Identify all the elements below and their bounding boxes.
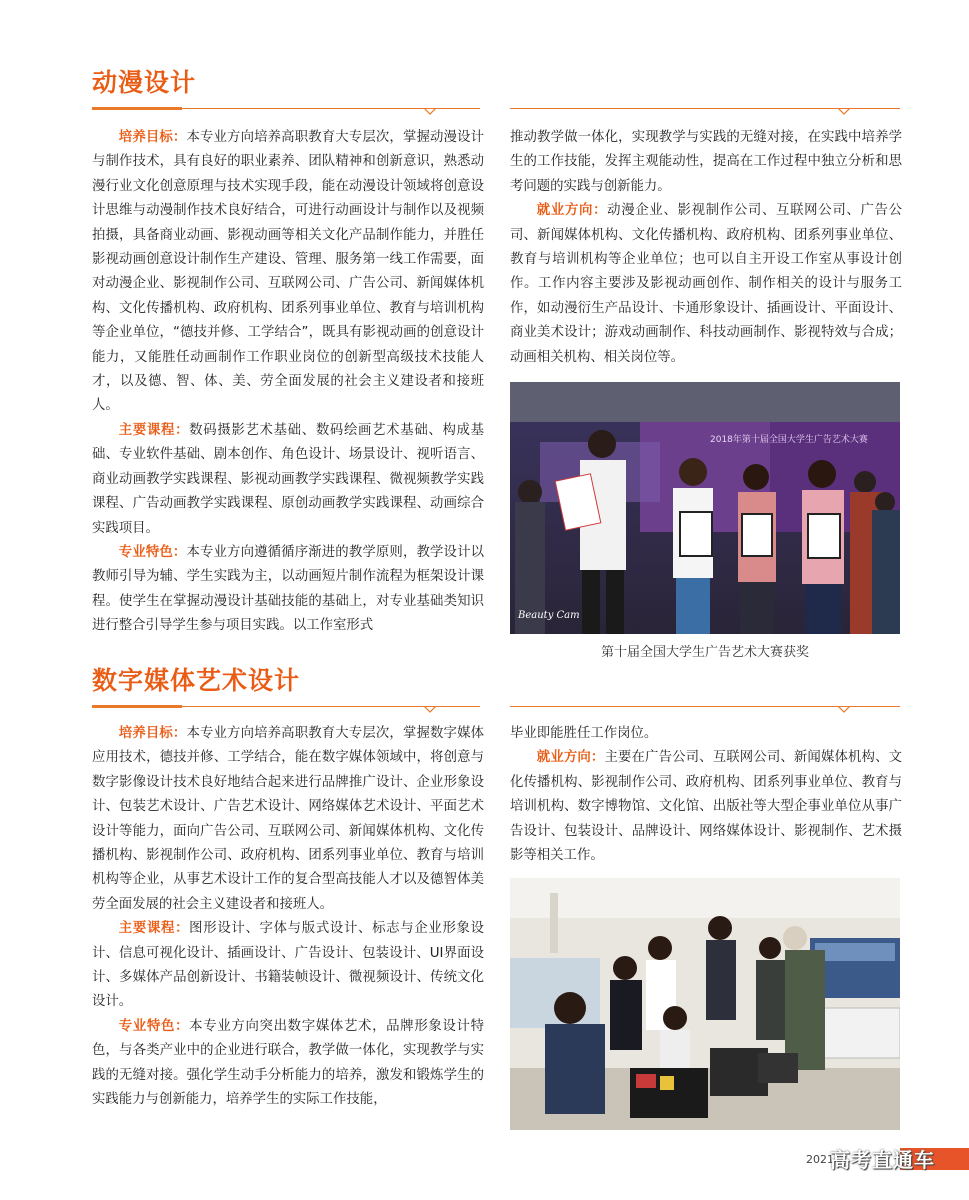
title-underline-accent	[92, 107, 182, 110]
text-main-courses: 图形设计、字体与版式设计、标志与企业形象设计、信息可视化设计、插画设计、广告设计、包装设计、UI界面设计、多媒体产品创新设计、书籍装帧设计、微视频设计、传统文化设计。	[92, 921, 485, 1010]
watermark-text: 高考直通车	[830, 1148, 935, 1172]
label-career: 就业方向：	[536, 203, 608, 219]
section-title-animation: 动漫设计	[92, 68, 197, 97]
award-photo-illustration	[510, 382, 900, 634]
label-features: 专业特色：	[118, 1018, 190, 1034]
classroom-photo-illustration	[510, 878, 900, 1130]
section1-left-column	[92, 126, 484, 639]
text-main-courses: 数码摄影艺术基础、数码绘画艺术基础、构成基础、专业软件基础、剧本创作、角色设计、场景设计、视听语言、商业动画教学实践课程、影视动画教学实践课程、微视频教学实践课程、广告动画教学实践课程、原创动画教学实践课程、动画综合实践项目。	[92, 422, 485, 536]
photo-caption: 第十届全国大学生广告艺术大赛获奖	[600, 645, 809, 660]
text-career: 主要在广告公司、互联网公司、新闻媒体机构、文化传播机构、影视制作公司、政府机构、团系列事业单位、教育与培训机构、数字博物馆、文化馆、出版社等大型企事业单位从事广告设计、包装设计、品牌设计、网络媒体设计、影视制作、艺术摄影等相关工作。	[510, 750, 902, 864]
section2-right-column	[510, 722, 902, 868]
section1-right-column	[510, 126, 902, 370]
photo-classroom-practice	[510, 878, 900, 1130]
page-number: 2021	[806, 1153, 834, 1166]
label-main-courses: 主要课程：	[118, 422, 190, 438]
section-title-digital-media: 数字媒体艺术设计	[92, 666, 301, 695]
paragraph-career	[510, 746, 902, 868]
banner-text: 2018年第十届全国大学生广告艺术大赛	[710, 435, 868, 445]
section2-left-column	[92, 722, 484, 1113]
paragraph-main-courses	[92, 917, 484, 1015]
label-training-goal: 培养目标：	[118, 726, 187, 741]
rule-notch-decoration	[424, 706, 436, 714]
text-career: 动漫企业、影视制作公司、互联网公司、广告公司、新闻媒体机构、文化传播机构、政府机构、团系列事业单位、教育与培训机构等企业单位；也可以自主开设工作室从事设计创作。工作内容主要涉及影视动画创作、制作相关的设计与服务工作，如动漫衍生产品设计、卡通形象设计、插画设计、平面设计、商业美术设计；游戏动画制作、科技动画制作、影视特效与合成；动画相关机构、相关岗位等。	[510, 203, 903, 365]
camera-signature: Beauty Cam	[518, 610, 580, 621]
label-main-courses: 主要课程：	[118, 921, 190, 937]
paragraph-continued: 毕业即能胜任工作岗位。	[510, 726, 658, 741]
text-training-goal: 本专业方向培养高职教育大专层次，掌握数字媒体应用技术，德技并修、工学结合，能在数字媒体领域中，将创意与数字影像设计技术良好地结合起来进行品牌推广设计、企业形象设计、包装艺术设计、广告艺术设计、网络媒体艺术设计、平面艺术设计等能力，面向广告公司、互联网公司、新闻媒体机构、文化传播机构、影视制作公司、政府机构、团系列事业单位、教育与培训机构等企业，从事艺术设计工作的复合型高技能人才以及德智体美劳全面发展的社会主义建设者和接班人。	[92, 726, 484, 912]
paragraph-career	[510, 199, 902, 370]
paragraph-training-goal	[92, 126, 484, 419]
paragraph-continued: 推动教学做一体化，实现教学与实践的无缝对接，在实践中培养学生的工作技能，发挥主观能动性，提高在工作过程中独立分析和思考问题的实践与创新能力。	[510, 130, 902, 194]
photo-award-ceremony	[510, 382, 900, 634]
title-underline-accent	[92, 705, 182, 708]
paragraph-main-courses	[92, 419, 484, 541]
paragraph-training-goal	[92, 722, 484, 917]
label-career: 就业方向：	[536, 750, 605, 766]
label-features: 专业特色：	[118, 544, 187, 560]
text-training-goal: 本专业方向培养高职教育大专层次，掌握动漫设计与制作技术，具有良好的职业素养、团队精神和创新意识，熟悉动漫行业文化创意原理与技术实现手段，能在动漫设计领域将创意设计思维与动漫制作技术良好结合，可进行动画设计与制作以及视频拍摄，具备商业动画、影视动画等相关文化产品制作能力，并胜任影视动画创意设计制作生产建设、管理、服务第一线工作需要，面对动漫企业、影视制作公司、互联网公司、广告公司、新闻媒体机构、文化传播机构、政府机构、团系列事业单位、教育与培训机构等企业单位，“德技并修、工学结合”，既具有影视动画的创意设计能力，又能胜任动画制作工作职业岗位的创新型高级技术技能人才，以及德、智、体、美、劳全面发展的社会主义建设者和接班人。	[92, 130, 484, 414]
rule-notch-decoration	[838, 108, 850, 116]
paragraph-features	[92, 1015, 484, 1113]
rule-notch-decoration	[424, 108, 436, 116]
rule-notch-decoration	[838, 706, 850, 714]
text-features: 本专业方向突出数字媒体艺术，品牌形象设计特色，与各类产业中的企业进行联合，教学做一体化，实现教学与实践的无缝对接。强化学生动手分析能力的培养，激发和锻炼学生的实践能力与创新能力，培养学生的实际工作技能，	[92, 1018, 485, 1108]
text-features: 本专业方向遵循循序渐进的教学原则，教学设计以教师引导为辅、学生实践为主，以动画短片制作流程为框架设计课程。使学生在掌握动漫设计基础技能的基础上，对专业基础类知识进行整合引导学生参与项目实践。以工作室形式	[92, 544, 484, 634]
paragraph-features	[92, 541, 484, 639]
label-training-goal: 培养目标：	[118, 130, 187, 145]
